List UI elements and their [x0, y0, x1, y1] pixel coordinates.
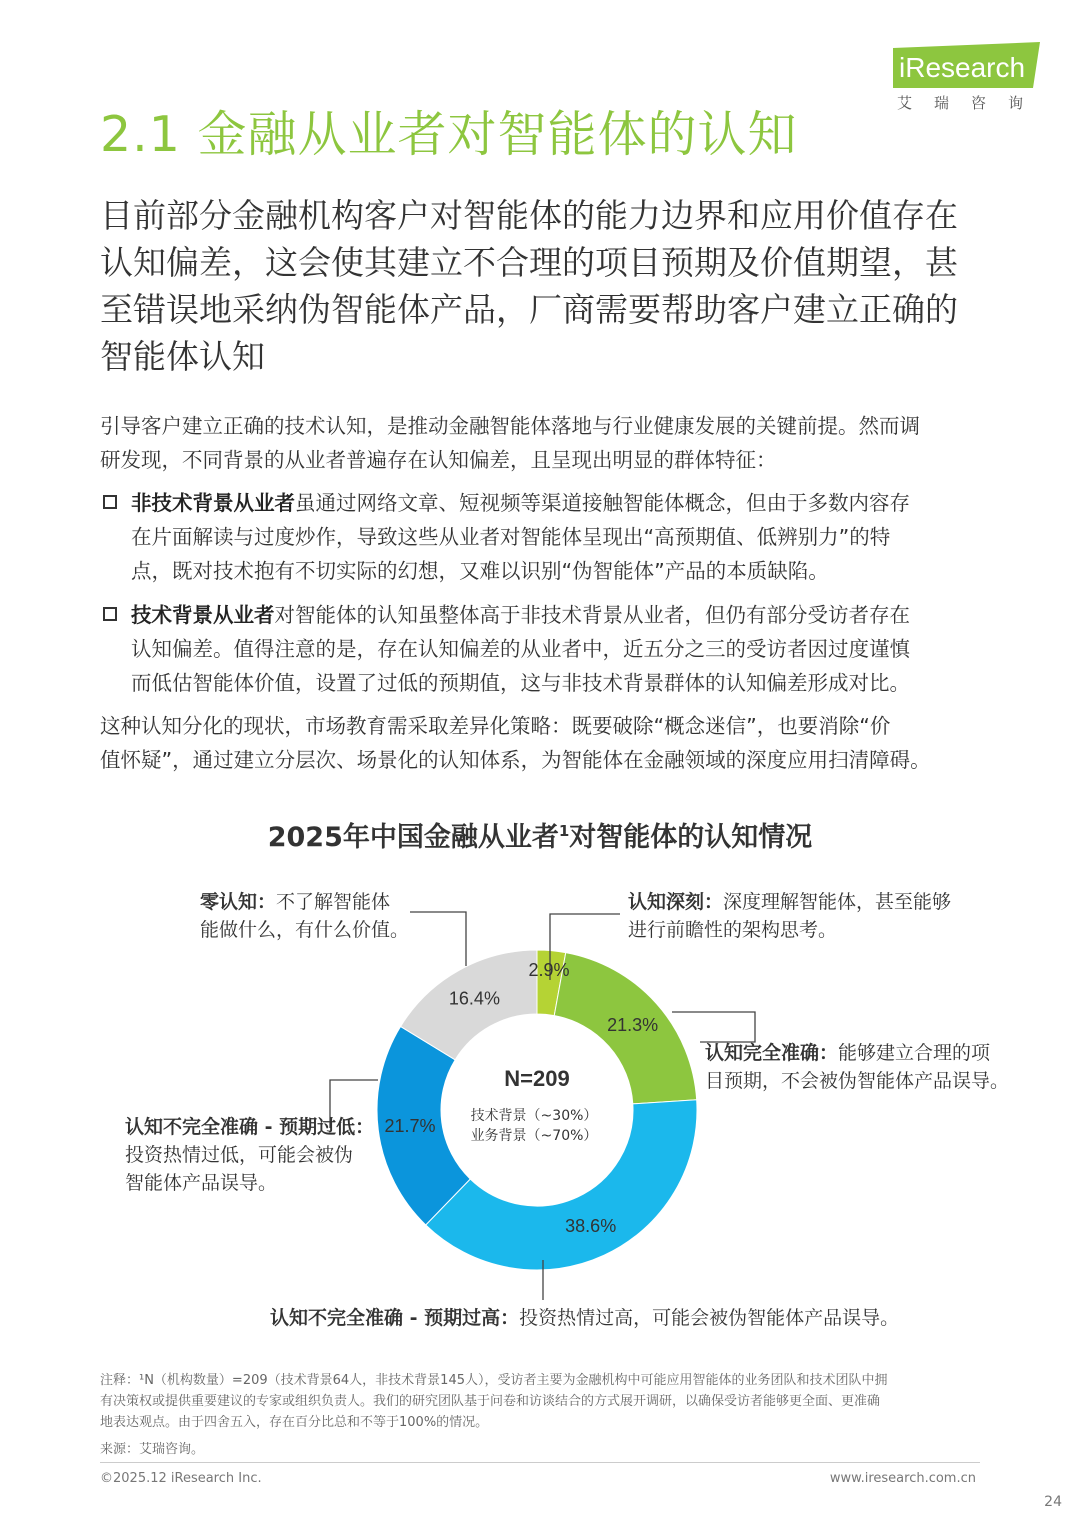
- bullet-nontech-bold: 非技术背景从业者: [131, 491, 295, 515]
- slice-label-1: 2.9%: [528, 960, 570, 980]
- page-title: 2.1 金融从业者对智能体的认知: [100, 106, 798, 163]
- bullet-square-icon: [103, 607, 117, 621]
- intro-line: 引导客户建立正确的技术认知，是推动金融智能体落地与行业健康发展的关键前提。然而调: [100, 414, 920, 438]
- logo-brand: iResearch: [899, 52, 1026, 83]
- slice-label-2: 21.3%: [607, 1014, 659, 1035]
- donut-slice-3: [426, 1100, 697, 1270]
- website-link[interactable]: www.iresearch.com.cn: [829, 1471, 976, 1486]
- intro-line: 研发现，不同背景的从业者普遍存在认知偏差，且呈现出明显的群体特征：: [100, 448, 777, 472]
- callout-deep-line1: 深度理解智能体，甚至能够: [723, 891, 952, 913]
- center-business-label: 业务背景（~70%）: [470, 1128, 598, 1144]
- leader-line-zero: [410, 912, 466, 966]
- callout-high: [270, 1304, 899, 1332]
- callout-accurate-line1: 能够建立合理的项: [838, 1042, 991, 1064]
- chart-title-tail: 对智能体的认知情况: [569, 822, 813, 853]
- bullet-tech-bold: 技术背景从业者: [131, 603, 275, 627]
- callout-zero-line1: 不了解智能体: [276, 891, 391, 913]
- subtitle-line: 至错误地采纳伪智能体产品，厂商需要帮助客户建立正确的: [100, 290, 958, 329]
- copyright-text: ©2025.12 iResearch Inc.: [100, 1471, 262, 1486]
- callout-high-line1: 投资热情过高，可能会被伪智能体产品误导。: [519, 1307, 900, 1329]
- note-line: 有决策权或提供重要建议的专家或组织负责人。我们的研究团队基于问卷和访谈结合的方式展开调研，以确保受访者能够更全面、更准确: [100, 1394, 881, 1409]
- bullet-tech-line3: 而低估智能体价值，设置了过低的预期值，这与非技术背景群体的认知偏差形成对比。: [131, 671, 910, 695]
- callout-accurate-line2: 目预期，不会被伪智能体产品误导。: [705, 1070, 1010, 1092]
- chart-notes: [100, 1370, 990, 1433]
- subtitle-line: 认知偏差，这会使其建立不合理的项目预期及价值期望，甚: [100, 243, 958, 282]
- slice-label-4: 21.7%: [384, 1116, 436, 1137]
- callout-low-line1: 投资热情过低，可能会被伪: [125, 1144, 354, 1166]
- footer-divider: [100, 1462, 980, 1463]
- callout-low: [125, 1113, 374, 1197]
- callout-zero-line2: 能做什么，有什么价值。: [200, 919, 410, 941]
- chart-title-main: 2025年中国金融从业者: [267, 822, 559, 853]
- callout-low-title: 认知不完全准确 - 预期过低：: [125, 1116, 375, 1138]
- subtitle-line: 智能体认知: [100, 337, 265, 376]
- center-n-label: N=209: [504, 1066, 570, 1091]
- source-text: 来源：艾瑞咨询。: [100, 1442, 205, 1457]
- conclusion-line: 这种认知分化的现状，市场教育需采取差异化策略：既要破除“概念迷信”，也要消除“价: [100, 714, 891, 738]
- callout-accurate-title: 认知完全准确：: [705, 1042, 839, 1064]
- callout-deep-title: 认知深刻：: [628, 891, 724, 913]
- bullet-tech-line1: 对智能体的认知虽整体高于非技术背景从业者，但仍有部分受访者存在: [274, 603, 910, 627]
- slice-label-3: 38.6%: [565, 1216, 617, 1237]
- callout-zero-title: 零认知：: [200, 891, 277, 913]
- chart-title: [0, 815, 1080, 854]
- logo-subtitle: 艾瑞咨询: [897, 94, 1046, 112]
- intro-paragraph: [100, 409, 990, 477]
- callout-accurate: [705, 1039, 1009, 1095]
- iresearch-logo: [893, 40, 1046, 120]
- bullet-nontech: [131, 486, 991, 588]
- page-subtitle: [100, 192, 1000, 380]
- conclusion-line: 值怀疑”，通过建立分层次、场景化的认知体系，为智能体在金融领域的深度应用扫清障碍。: [100, 748, 931, 772]
- callout-deep: [628, 888, 951, 944]
- chart-title-footnote-mark: 1: [558, 822, 570, 840]
- bullet-tech: [131, 598, 991, 700]
- page-number: 24: [1044, 1494, 1062, 1510]
- bullet-tech-line2: 认知偏差。值得注意的是，存在认知偏差的从业者中，近五分之三的受访者因过度谨慎: [131, 637, 910, 661]
- bullet-square-icon: [103, 495, 117, 509]
- callout-high-title: 认知不完全准确 - 预期过高：: [270, 1307, 520, 1329]
- bullet-nontech-line1: 虽通过网络文章、短视频等渠道接触智能体概念，但由于多数内容存: [295, 491, 910, 515]
- callout-deep-line2: 进行前瞻性的架构思考。: [628, 919, 838, 941]
- conclusion-paragraph: [100, 709, 990, 777]
- slice-label-5: 16.4%: [448, 988, 500, 1009]
- bullet-nontech-line2: 在片面解读与过度炒作，导致这些从业者对智能体呈现出“高预期值、低辨别力”的特: [131, 525, 891, 549]
- subtitle-line: 目前部分金融机构客户对智能体的能力边界和应用价值存在: [100, 196, 958, 235]
- center-tech-label: 技术背景（~30%）: [470, 1108, 598, 1124]
- note-line: 地表达观点。由于四舍五入，存在百分比总和不等于100%的情况。: [100, 1415, 489, 1430]
- callout-low-line2: 智能体产品误导。: [125, 1172, 278, 1194]
- leader-line-accurate: [672, 1012, 755, 1042]
- bullet-nontech-line3: 点，既对技术抱有不切实际的幻想，又难以识别“伪智能体”产品的本质缺陷。: [131, 559, 829, 583]
- callout-zero: [200, 888, 409, 944]
- note-line: 注释：¹N（机构数量）=209（技术背景64人，非技术背景145人），受访者主要为金融机构中可能应用智能体的业务团队和技术团队中拥: [100, 1373, 888, 1388]
